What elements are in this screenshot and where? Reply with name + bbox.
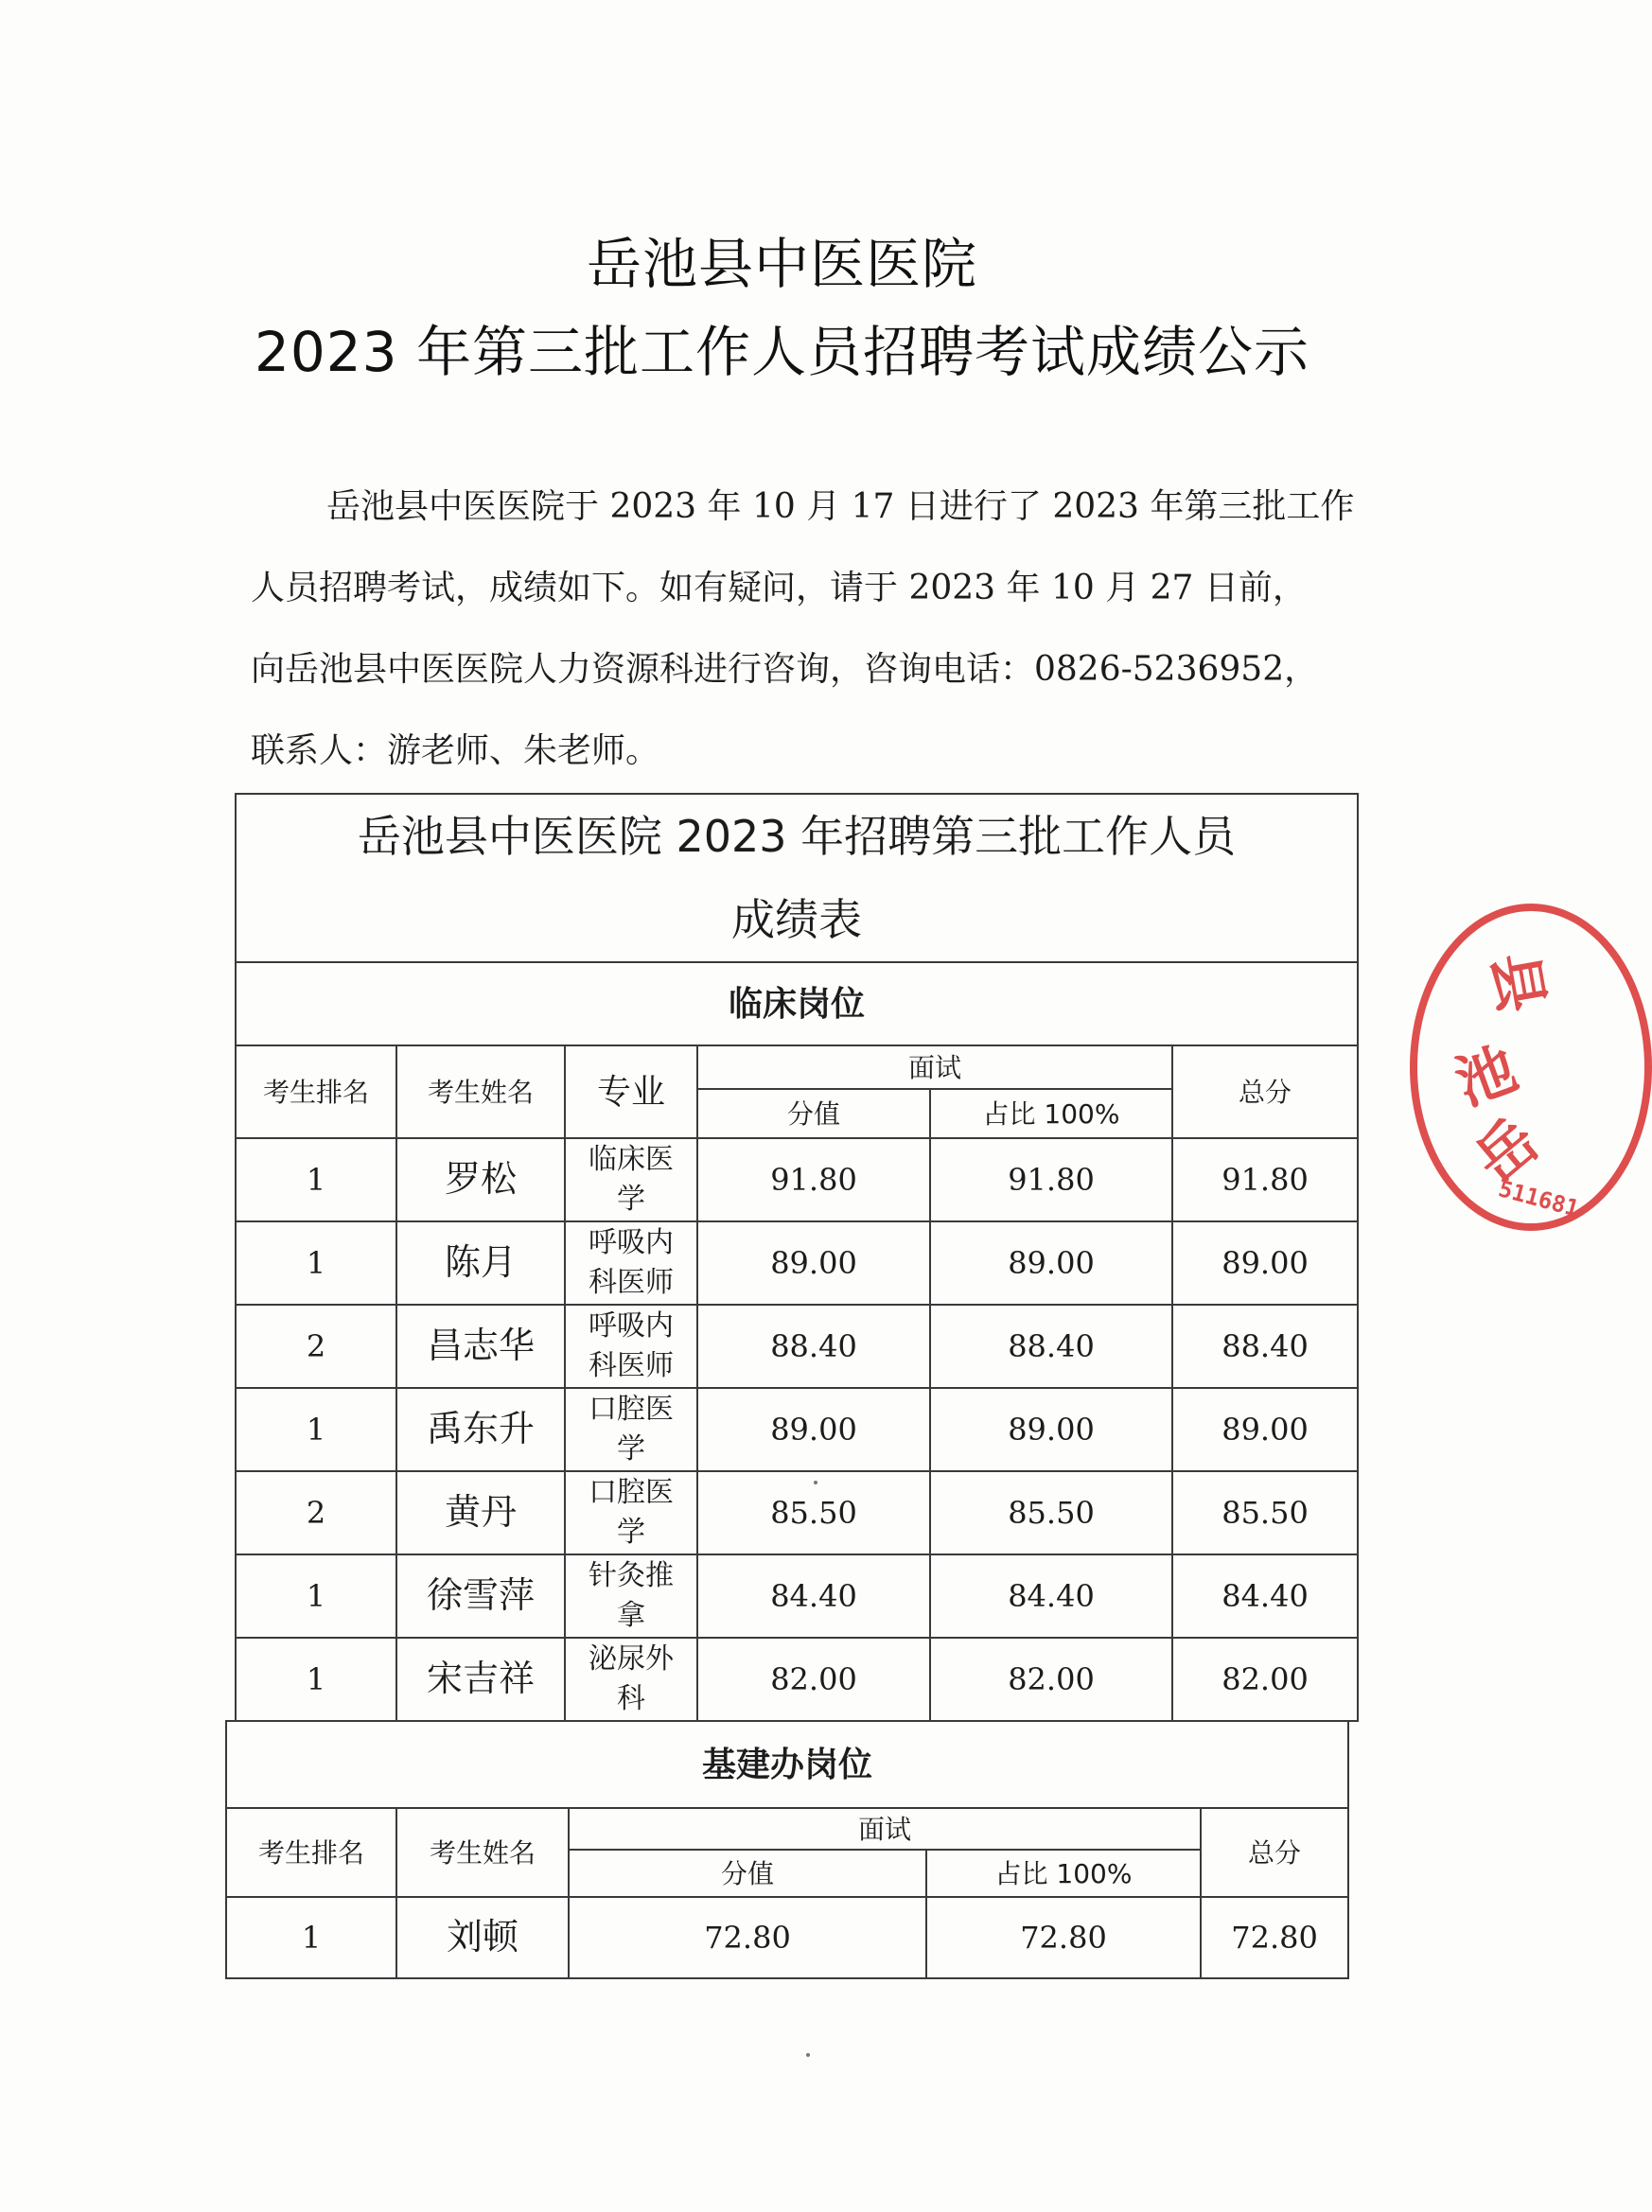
cell-score: 89.00 [697,1221,930,1305]
header-score: 分值 [697,1089,930,1138]
cell-ratio: 84.40 [930,1554,1172,1638]
cell-major [565,1305,697,1388]
table-title [236,794,1358,962]
score-table-construction [225,1720,1349,1979]
cell-ratio: 89.00 [930,1221,1172,1305]
cell-score: 89.00 [697,1388,930,1471]
cell-major-line1: 呼吸内 [589,1309,674,1343]
cell-total: 88.40 [1172,1305,1358,1388]
header-interview: 面试 [697,1045,1172,1089]
table-row [236,1305,1358,1388]
table-row [236,1638,1358,1721]
cell-major [565,1388,697,1471]
header-ratio: 占比 100% [930,1089,1172,1138]
table-row [236,1221,1358,1305]
cell-major-line1: 临床医 [589,1143,674,1176]
cell-name: 徐雪萍 [396,1554,565,1638]
seal-char-2: 池 [1447,1033,1526,1119]
cell-major-line2: 学 [617,1183,645,1216]
cell-major-line2: 学 [617,1432,645,1466]
table-row [226,1897,1348,1978]
cell-major-line1: 口腔医 [589,1476,674,1509]
cell-total: 72.80 [1201,1897,1348,1978]
header-total: 总分 [1201,1808,1348,1897]
header-name: 考生姓名 [396,1808,569,1897]
seal-char-3: 岳 [1462,1105,1552,1197]
cell-ratio: 89.00 [930,1388,1172,1471]
header-major: 专业 [565,1045,697,1138]
notice-paragraph-line-4: 联系人：游老师、朱老师。 [251,731,660,770]
header-interview: 面试 [569,1808,1201,1850]
notice-paragraph-line-1: 岳池县中医医院于 2023 年 10 月 17 日进行了 2023 年第三批工作 [326,487,1355,526]
scan-speck [806,2053,810,2057]
cell-major [565,1638,697,1721]
cell-total: 82.00 [1172,1638,1358,1721]
table-title-line1: 岳池县中医医院 2023 年招聘第三批工作人员 [357,811,1237,862]
scan-speck [814,1481,817,1484]
notice-paragraph-line-2: 人员招聘考试，成绩如下。如有疑问，请于 2023 年 10 月 27 日前， [251,569,1307,607]
notice-paragraph-line-3: 向岳池县中医医院人力资源科进行咨询，咨询电话：0826-5236952， [251,650,1319,689]
cell-rank: 2 [236,1471,396,1554]
cell-ratio: 82.00 [930,1638,1172,1721]
official-seal [1410,904,1652,1231]
cell-major-line2: 科 [617,1682,645,1715]
header-rank: 考生排名 [236,1045,396,1138]
table-row [236,1554,1358,1638]
cell-score: 91.80 [697,1138,930,1221]
cell-total: 84.40 [1172,1554,1358,1638]
cell-total: 89.00 [1172,1221,1358,1305]
seal-number: 511681 [1495,1175,1582,1222]
header-rank: 考生排名 [226,1808,396,1897]
cell-name: 陈月 [396,1221,565,1305]
header-score: 分值 [569,1850,926,1897]
table-row [236,1388,1358,1471]
cell-name: 黄丹 [396,1471,565,1554]
cell-name: 昌志华 [396,1305,565,1388]
cell-name: 禹东升 [396,1388,565,1471]
seal-char-1: 县 [1478,947,1557,1018]
header-ratio: 占比 100% [926,1850,1201,1897]
cell-rank: 1 [236,1221,396,1305]
cell-ratio: 88.40 [930,1305,1172,1388]
cell-score: 82.00 [697,1638,930,1721]
score-table-clinical [235,793,1359,1722]
cell-ratio: 91.80 [930,1138,1172,1221]
cell-major-line2: 学 [617,1516,645,1549]
cell-ratio: 85.50 [930,1471,1172,1554]
cell-score: 72.80 [569,1897,926,1978]
cell-name: 宋吉祥 [396,1638,565,1721]
cell-name: 罗松 [396,1138,565,1221]
table-row [236,1138,1358,1221]
cell-rank: 1 [236,1138,396,1221]
cell-rank: 1 [236,1638,396,1721]
cell-major [565,1554,697,1638]
cell-total: 85.50 [1172,1471,1358,1554]
cell-major [565,1471,697,1554]
cell-major [565,1221,697,1305]
cell-rank: 1 [236,1388,396,1471]
header-total: 总分 [1172,1045,1358,1138]
cell-major-line2: 科医师 [589,1349,674,1382]
cell-score: 84.40 [697,1554,930,1638]
cell-score: 88.40 [697,1305,930,1388]
cell-name: 刘顿 [396,1897,569,1978]
cell-score: 85.50 [697,1471,930,1554]
cell-major [565,1138,697,1221]
cell-rank: 1 [226,1897,396,1978]
cell-rank: 1 [236,1554,396,1638]
cell-rank: 2 [236,1305,396,1388]
cell-ratio: 72.80 [926,1897,1201,1978]
section-title-clinical: 临床岗位 [236,962,1358,1045]
cell-major-line1: 泌尿外 [589,1642,674,1676]
cell-total: 89.00 [1172,1388,1358,1471]
cell-major-line2: 拿 [617,1599,645,1632]
cell-total: 91.80 [1172,1138,1358,1221]
page-title-line2: 2023 年第三批工作人员招聘考试成绩公示 [254,320,1310,384]
cell-major-line1: 口腔医 [589,1393,674,1426]
header-name: 考生姓名 [396,1045,565,1138]
page-title-line1: 岳池县中医医院 [586,232,977,296]
cell-major-line1: 呼吸内 [589,1226,674,1259]
table-title-line2: 成绩表 [731,894,863,945]
table-row [236,1471,1358,1554]
cell-major-line2: 科医师 [589,1266,674,1299]
cell-major-line1: 针灸推 [589,1559,674,1592]
section-title-construction: 基建办岗位 [226,1721,1348,1808]
